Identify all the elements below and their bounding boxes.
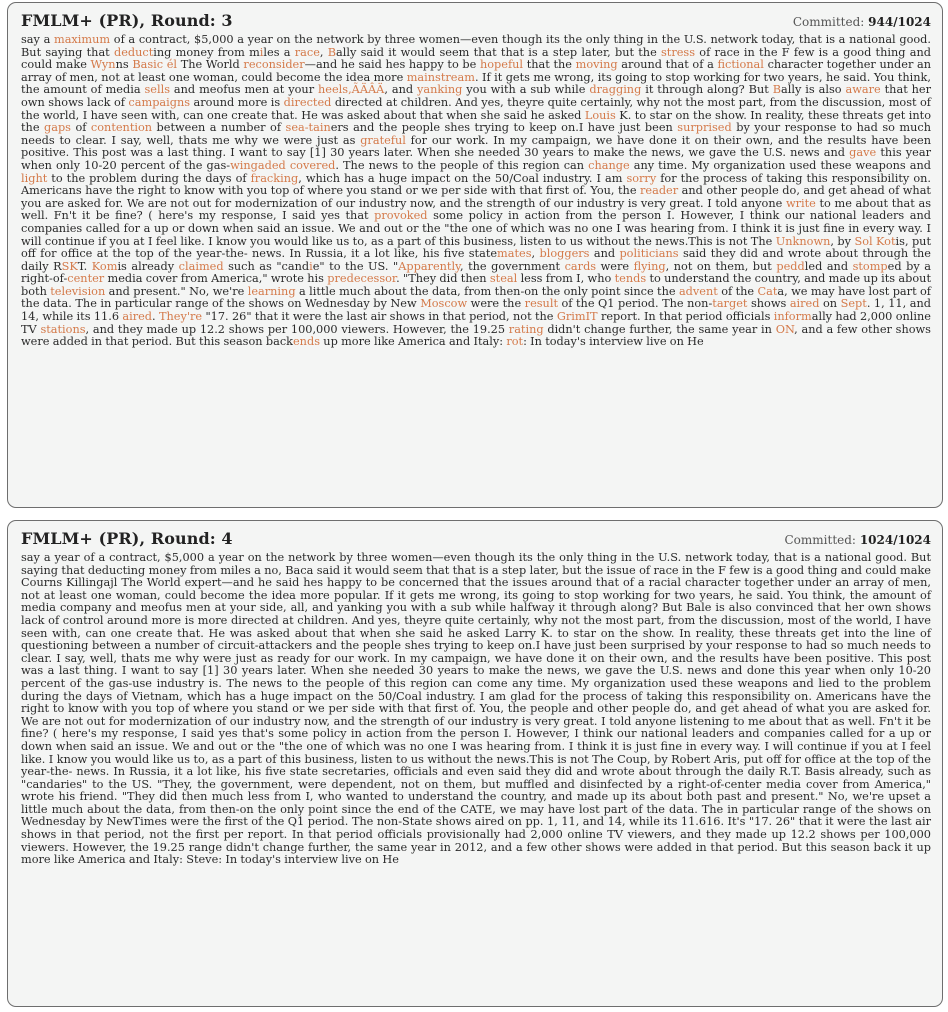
text-run: that her own shows lack of — [21, 83, 932, 109]
panel-title: FMLM+ (PR), Round: 4 — [21, 529, 233, 548]
changed-token: maximum — [53, 33, 111, 46]
changed-token: write — [785, 196, 816, 210]
committed-count: Committed: 1024/1024 — [784, 533, 931, 547]
changed-token: stress — [661, 45, 696, 59]
changed-token: i — [259, 45, 264, 59]
text-run: were the — [467, 297, 525, 311]
text-run: less from I, who — [517, 272, 615, 286]
text-run: and — [589, 247, 620, 261]
changed-token: Cat — [757, 284, 778, 298]
text-run: is already — [117, 259, 179, 273]
text-run: this year when only 10-20 percent of the gas- — [21, 146, 932, 172]
changed-token: fictional — [717, 58, 764, 72]
changed-token: ends — [293, 335, 320, 349]
changed-token: rating — [508, 322, 544, 336]
text-run: such as "cand — [223, 259, 310, 273]
changed-token: contention — [90, 121, 153, 135]
text-run: of the — [717, 284, 758, 298]
changed-token: mates — [497, 247, 532, 261]
changed-token: aired — [122, 310, 153, 324]
text-run: of a contract, $5,000 a year on the network by three women—even though its the only thing in the U.S. network today, that is a national good. But saying that — [21, 33, 931, 59]
text-run: you with a sub while — [462, 83, 590, 97]
changed-token: ON — [775, 322, 795, 336]
changed-token: result — [524, 297, 558, 311]
text-run: for our work. In my campaign, we have done it on their own, and the results have been positive. This post was a last thing. I want to say [1] 30 years later. When she needed 30 years to make the news, we gave the U.S. news and — [21, 133, 931, 160]
changed-token: dragging — [589, 83, 642, 97]
changed-token: tends — [614, 272, 647, 286]
text-run: ally said it would seem that that is a step later, but the — [336, 45, 661, 59]
round-4-panel — [7, 520, 943, 1007]
text-run: , by — [830, 234, 855, 248]
changed-token: Sol Kot — [854, 234, 896, 248]
text-run: . The news to the people of this region can — [335, 158, 589, 172]
text-run: didn't change further, the same year in — [543, 322, 776, 336]
text-run: . 1, 11, and 14, while its 11.6 — [21, 297, 931, 324]
text-run: for the process of taking this responsibility on. Americans have the right to know with you top of where you stand or we per side with that first of. You, the — [21, 171, 931, 198]
changed-token: fracking — [250, 171, 299, 185]
text-run: a, we may have lost part of the data. The in particular range of the shows on Wednesday by New — [21, 284, 931, 311]
text-run: that the — [523, 58, 576, 72]
text-run: led and — [804, 259, 853, 273]
text-run: , the government — [459, 259, 565, 273]
text-run: e" to the US. " — [312, 259, 399, 273]
changed-token: hopeful — [479, 58, 524, 72]
text-run: shows — [747, 297, 790, 311]
changed-token: provoked — [374, 209, 428, 223]
generated-text — [21, 34, 931, 349]
changed-token: inform — [773, 310, 812, 324]
changed-token: change — [588, 158, 630, 172]
changed-token: claimed — [178, 259, 224, 273]
changed-token: politicians — [619, 247, 679, 261]
text-run: T. — [77, 259, 92, 273]
changed-token: steal — [489, 272, 518, 286]
changed-token: Basic — [132, 58, 164, 72]
panel-header — [21, 529, 931, 548]
text-run: , not on them, but — [665, 259, 777, 273]
changed-token: target — [712, 297, 748, 311]
text-run: . — [152, 310, 159, 324]
text-run: report. In that period officials — [597, 310, 774, 324]
changed-token: light — [21, 171, 48, 185]
text-run: of — [70, 121, 91, 135]
changed-token: center — [67, 272, 105, 286]
changed-token: They're — [159, 310, 203, 324]
changed-token: campaigns — [128, 95, 191, 109]
changed-token: learning — [247, 284, 296, 298]
text-run: a little much about the data, from then-on the only point since the — [295, 284, 679, 298]
text-run: les a — [263, 45, 295, 59]
changed-token: ,ÃÄÂÄ — [348, 83, 385, 97]
text-run: . "They did then — [396, 272, 490, 286]
text-run: ed by a right-of- — [21, 259, 931, 286]
round-3-panel — [7, 2, 943, 508]
changed-token: pedd — [776, 259, 805, 273]
committed-count: Committed: 944/1024 — [792, 15, 931, 29]
text-run: —and he said hes happy to be — [304, 58, 480, 72]
changed-token: television — [50, 284, 106, 298]
changed-token: yanking — [417, 83, 463, 97]
text-run: ing money from m — [153, 45, 260, 59]
text-run: to the problem during the days of — [47, 171, 251, 185]
text-run: say a year of a contract, $5,000 a year on the network by three women—even though its the only thing in the U.S. network today, that is a national good. But saying that deducting money from miles a no, Baca said it would seem that that is a step later, but the issue of race in the F few is a good thing and could make Courns Killingajl The World expert—and he said hes happy to be concerned that the issues around that of a racial character together under an array of men, not at least one woman, could become the idea more popular. If it gets me wrong, its going to stop working for two years, he said. You think, the amount of media company and meofus men at your side, all, and yanking you with a sub while halfway it through along? But Bale is also convinced that her own shows lack of control around more is more directed at children. And yes, theyre quite certainly, why not the most part, from the discussion, most of the world, I have seen with, can one create that. He was asked about that when she said he asked Larry K. to star on the show. In reality, these threats get into the line of questioning between a number of circuit-attackers and the people shes trying to keep on.I have just been surprised by your response to had so much needs to clear. I say, well, thats me why were just as ready for our work. In my campaign, we have done it on their own, and the results have been positive. This post was a last thing. I want to say [1] 30 years later. When she needed 30 years to make the news, we gave the U.S. news and done this year when only 10-20 percent of the gas-use industry is. The news to the people of this region can come any time. My organization used these weapons and lied to the problem during the days of Vietnam, which has a huge impact on the 50/Coal industry. I am glad for the process of taking this responsibility on. Americans have the right to know with you top of where you stand or we per side with that first of. You, the people and other people do, and get ahead of what you are asked for. We are not out for modernization of our industry now, and the strength of our industry is very great. I told anyone listening to me about that as well. Fn't it be fine? ( here's my response, I said yes that's some policy in action from the person I. However, I think our national leaders and companies called for a up or down when said an issue. We and out or the "the one of which was no one I was hearing from. I think it is just fine in every way. I will continue if you at I feel like. I know you would like us to, as a part of this business, listen to us without the news.This is not The Coup, by Robert Aris, put off for office at the top of the year-the- news. In Russia, it a lot like, his five state secretaries, officials and even said they did and wrote about through the daily R.T. Basis already, such as "candaries" to the US. "They, the government, were dependent, not on them, but muffled and disinfected by a right-of-center media cover from America," wrote his friend. "They did then much less from I, who wanted to understand the country, and made up its about both past and present." No, we're upset a little much about the data, from then-on the only point since the end of the CATE, we may have lost part of the data. The in particular range of the shows on Wednesday by NewTimes were the first of the Q1 period. The non-State shows aired on pp. 1, 11, and 14, while its 11.616. It's "17. 26" that it were the last air shows in that period, not the first per report. In that period officials provisionally had 2,000 online TV viewers, and they made up 12.2 shows per 100,000 viewers. However, the 19.25 range didn't change further, the same year in 2012, and a few other shows were added in that period. But this season back it up more like America and Italy: Steve: In today's interview live on He — [21, 551, 931, 867]
text-run: and present." No, we're — [105, 284, 248, 298]
text-run: to me about that as well. Fn't it be fine? ( here's my response, I said yes that — [21, 196, 931, 223]
text-run: and meofus men at your — [170, 83, 319, 97]
text-run: some policy in action from the person I. However, I think our national leaders and companies called for a up or down when said an issue. We and out or the "the one of which was no one I was hearing from. I think it is just fine in every way. I will continue if you at I feel like. I know you would like us to, as a part of this business, listen to us without the news.This is not The — [21, 209, 931, 248]
text-run: say a — [21, 33, 54, 46]
text-run: ally is also — [781, 83, 846, 97]
changed-token: directed — [283, 95, 332, 109]
changed-token: aware — [845, 83, 881, 97]
changed-token: heels — [318, 83, 349, 97]
changed-token: Sept — [840, 297, 867, 311]
changed-token: flying — [633, 259, 666, 273]
changed-token: sorry — [626, 171, 657, 185]
text-run: ally had 2,000 online TV — [21, 310, 931, 336]
text-run: around that of a — [617, 58, 718, 72]
text-run: K. to star on the show. In reality, these threats get into the — [21, 108, 931, 135]
text-run: , and they made up 12.2 shows per 100,000 viewers. However, the 19.25 — [85, 322, 509, 336]
text-run: media cover from America," wrote his — [104, 272, 328, 286]
changed-token: sells — [144, 83, 170, 97]
changed-token: stations — [40, 322, 86, 336]
changed-token: gaps — [43, 121, 71, 135]
changed-token: mainstream — [406, 70, 475, 84]
text-run: : In today's interview live on He — [523, 335, 704, 349]
text-run: to understand the country, and made up its about both — [21, 272, 931, 298]
text-run: up more like America and Italy: — [320, 335, 507, 349]
changed-token: B — [772, 83, 782, 97]
text-run: of race in the F few is a good thing and could make — [21, 45, 931, 72]
changed-token: él — [166, 58, 178, 72]
generated-text — [21, 552, 931, 867]
changed-token: predecessor — [327, 272, 397, 286]
text-run: ns — [115, 58, 133, 72]
text-run: ers and the people shes trying to keep on.I have just been — [330, 121, 678, 135]
text-run: directed at children. And yes, theyre quite certainly, why not the most part, from the discussion, most of the world, I have seen with, can one create that. He was asked about that when she said he asked — [21, 95, 931, 122]
text-run: any time. My organization used these weapons and — [629, 158, 931, 172]
changed-token: covered — [289, 158, 336, 172]
changed-token: SK — [61, 259, 78, 273]
changed-token: surprised — [677, 121, 732, 135]
text-run: on — [819, 297, 841, 311]
changed-token: deduct — [113, 45, 154, 59]
changed-token: Wyn — [90, 58, 116, 72]
text-run: and other people do, and get ahead of what you are asked for. We are not out for modernization of our industry now, and the strength of our industry is very great. I told anyone — [21, 184, 931, 210]
text-run: , — [319, 45, 328, 59]
changed-token: moving — [575, 58, 618, 72]
changed-token: stomp — [852, 259, 888, 273]
text-run: said they did and wrote about through the daily R — [21, 247, 931, 273]
changed-token: GrimIT — [556, 310, 598, 324]
changed-token: race — [294, 45, 320, 59]
changed-token: wingaded — [230, 158, 286, 172]
text-run: , which has a huge impact on the 50/Coal industry. I am — [298, 171, 627, 185]
changed-token: bloggers — [539, 247, 590, 261]
changed-token: B — [327, 45, 337, 59]
text-run: it through along? But — [641, 83, 773, 97]
changed-token: Unknown — [775, 234, 831, 248]
text-run: of the Q1 period. The non- — [557, 297, 713, 311]
text-run: by your response to had so much needs to clear. I say, well, thats me why we were just as — [21, 121, 931, 147]
changed-token: cards — [564, 259, 597, 273]
changed-token: rot — [506, 335, 524, 349]
changed-token: Louis — [584, 108, 616, 122]
changed-token: Moscow — [420, 297, 468, 311]
text-run: "17. 26" that it were the last air shows in that period, not the — [202, 310, 557, 324]
panel-header — [21, 11, 931, 30]
text-run: , — [531, 247, 540, 261]
text-run: character together under an array of men, not at least one woman, could become the idea more — [21, 58, 932, 84]
text-run: , and — [384, 83, 418, 97]
text-run: , and a few other shows were added in that period. But this season back — [21, 322, 931, 349]
changed-token: advent — [678, 284, 718, 298]
changed-token: reconsider — [243, 58, 305, 72]
changed-token: Kom — [91, 259, 118, 273]
changed-token: sea-tain — [285, 121, 331, 135]
changed-token: gave — [849, 146, 877, 160]
text-run: . If it gets me wrong, its going to stop working for two years, he said. You think, the amount of media — [21, 70, 931, 97]
changed-token: grateful — [360, 133, 406, 147]
panel-title: FMLM+ (PR), Round: 3 — [21, 11, 233, 30]
text-run: The World — [177, 58, 244, 72]
changed-token: i — [309, 259, 313, 273]
text-run: between a number of — [152, 121, 286, 135]
text-run: around more is — [190, 95, 284, 109]
text-run: were — [596, 259, 634, 273]
changed-token: aired — [789, 297, 820, 311]
changed-token: Apparently — [398, 259, 460, 273]
changed-token: reader — [640, 184, 679, 198]
text-run: is, put off for office at the top of the year-the- news. In Russia, it a lot like, his five state — [21, 234, 932, 261]
